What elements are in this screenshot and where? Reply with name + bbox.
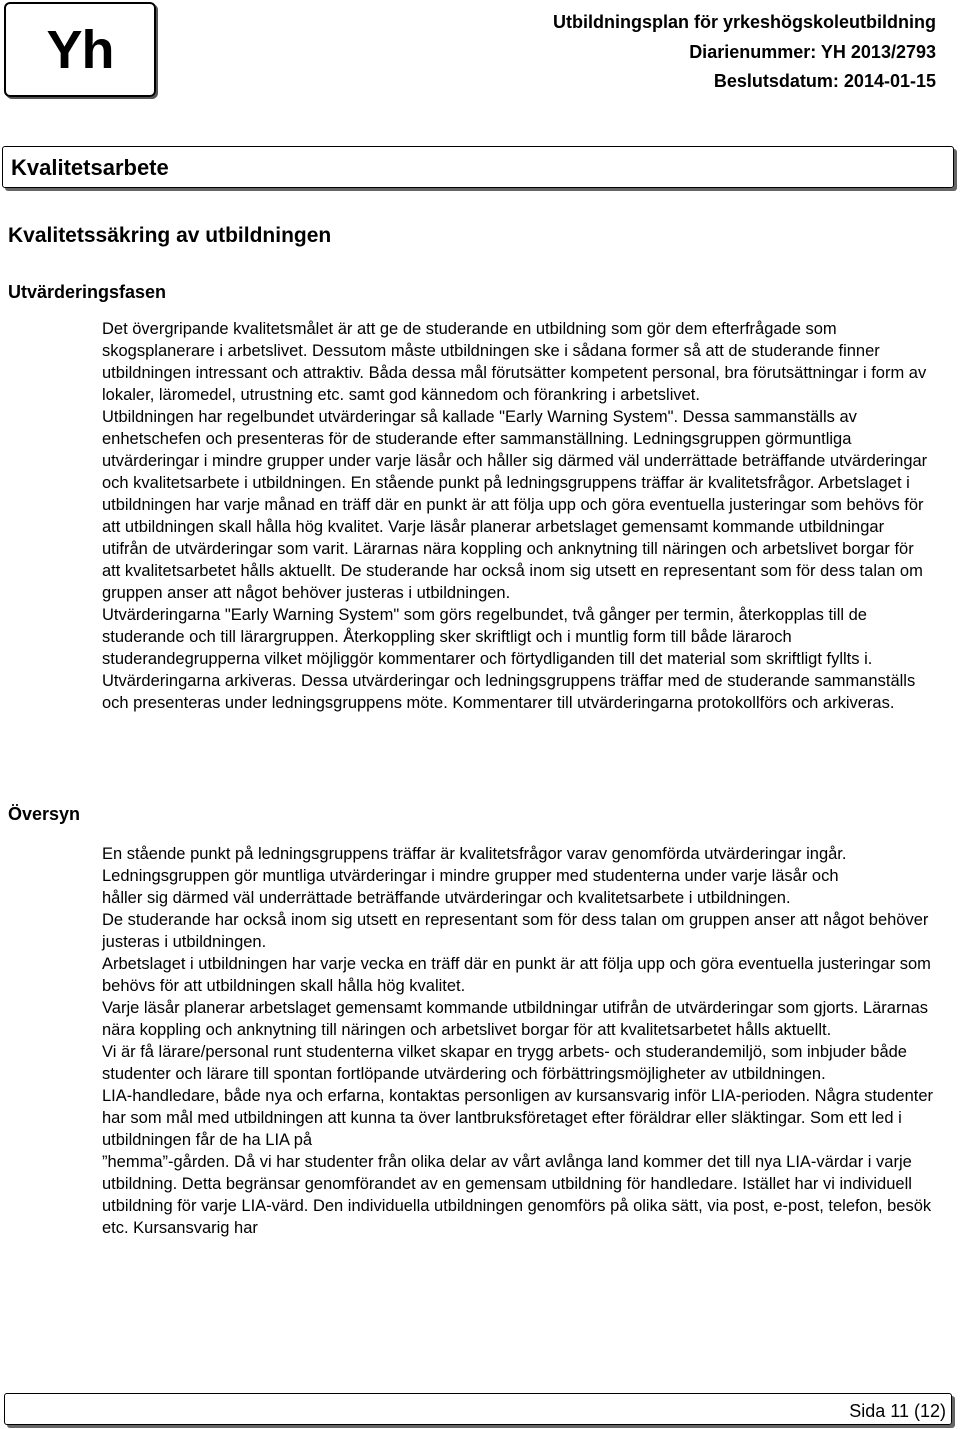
footer-bar bbox=[4, 1393, 952, 1425]
section-heading: Kvalitetssäkring av utbildningen bbox=[8, 224, 332, 247]
oversyn-paragraph-1: En stående punkt på ledningsgruppens träffar är kvalitetsfrågor varav genomförda utvärderingar ingår. bbox=[102, 845, 847, 863]
page-number: Sida 11 (12) bbox=[849, 1401, 946, 1421]
oversyn-paragraph-8: LIA-handledare, både nya och erfarna, kontaktas personligen av kursansvarig inför LIA-perioden. Några studenter har som mål med utbildningen att kunna ta över lantbruksföretaget efter föräldrar eller släktingar. Som ett led i utbildningen får de ha LIA på bbox=[102, 1087, 934, 1149]
yh-logo bbox=[4, 2, 156, 97]
oversyn-paragraph-2: Ledningsgruppen gör muntliga utvärderingar i mindre grupper med studenterna under varje läsår och bbox=[102, 867, 839, 885]
section-title-bar bbox=[2, 146, 954, 188]
oversyn-body bbox=[102, 843, 942, 1239]
oversyn-paragraph-5: Arbetslaget i utbildningen har varje vecka en träff där en punkt är att följa upp och göra eventuella justeringar som behövs för att utbildningen skall hålla hög kvalitet. bbox=[102, 955, 931, 995]
utvardering-paragraph-3: Utvärderingarna "Early Warning System" som görs regelbundet, två gånger per termin, återkopplas till de studerande och till lärargruppen. Återkoppling sker skriftligt och i muntlig form till både läraroch studerandegrupperna vilket möjliggör kommentarer och förtydliganden till det material som skriftligt fyllts i. Utvärderingarna arkiveras. Dessa utvärderingar och ledningsgruppens träffar med de studerande sammanställs och presenteras under ledningsgruppens möte. Kommentarer till utvärderingarna protokollförs och arkiveras. bbox=[102, 606, 916, 712]
section-title: Kvalitetsarbete bbox=[11, 155, 169, 180]
document-title: Utbildningsplan för yrkeshögskoleutbildning bbox=[552, 12, 936, 32]
utvardering-label: Utvärderingsfasen bbox=[8, 282, 167, 302]
oversyn-paragraph-4: De studerande har också inom sig utsett en representant som för dess talan om gruppen anser att något behöver justeras i utbildningen. bbox=[102, 911, 929, 951]
oversyn-paragraph-7: Vi är få lärare/personal runt studenterna vilket skapar en trygg arbets- och studerandemiljö, som inbjuder både studenter och lärare till spontan fortlöpande utvärdering och förbättringsmöjligheter av utbildningen. bbox=[102, 1043, 907, 1083]
oversyn-paragraph-9: ”hemma”-gården. Då vi har studenter från olika delar av vårt avlånga land kommer det till nya LIA-värdar i varje utbildning. Detta begränsar genomförandet av en gemensam utbildning för handledare. Istället har vi individuell utbildning för varje LIA-värd. Den individuella utbildningen genomförs på olika sätt, via post, e-post, telefon, besök etc. Kursansvarig har bbox=[102, 1153, 932, 1237]
utvardering-paragraph-1: Det övergripande kvalitetsmålet är att ge de studerande en utbildning som gör dem efterfrågade som skogsplanerare i arbetslivet. Dessutom måste utbildningen ske i sådana former så att de studerande finner utbildningen intressant och attraktiv. Båda dessa mål förutsätter kompetent personal, bra förutsättningar i form av lokaler, läromedel, utrustning etc. samt god kännedom och förankring i arbetslivet. bbox=[102, 320, 927, 404]
oversyn-paragraph-6: Varje läsår planerar arbetslaget gemensamt kommande utbildningar utifrån de utvärderingar som gjorts. Lärarnas nära koppling och anknytning till näringen och arbetslivet borgar för att kvalitetsarbetet hålls aktuellt. bbox=[102, 999, 929, 1039]
diarienummer: Diarienummer: YH 2013/2793 bbox=[689, 42, 936, 62]
logo-text: Yh bbox=[46, 19, 114, 80]
beslutsdatum: Beslutsdatum: 2014-01-15 bbox=[713, 71, 936, 91]
oversyn-label: Översyn bbox=[8, 804, 81, 824]
oversyn-paragraph-3: håller sig därmed väl underrättade beträffande utvärderingar och kvalitetsarbete i utbildningen. bbox=[102, 889, 791, 907]
utvardering-body bbox=[102, 318, 932, 714]
utvardering-paragraph-2: Utbildningen har regelbundet utvärderingar så kallade "Early Warning System". Dessa sammanställs av enhetschefen och presenteras för de studerande efter sammanställning. Ledningsgruppen görmuntliga utvärderingar i mindre grupper under varje läsår och håller sig därmed väl underrättade beträffande utvärderingar och kvalitetsarbete i utbildningen. En stående punkt på ledningsgruppens träffar är kvalitetsfrågor. Arbetslaget i utbildningen har varje månad en träff där en punkt är att följa upp och göra eventuella justeringar som behövs för att utbildningen skall hålla hög kvalitet. Varje läsår planerar arbetslaget gemensamt kommande utbildningar utifrån de utvärderingar som varit. Lärarnas nära koppling och anknytning till näringen och arbetslivet borgar för att kvalitetsarbetet hålls aktuellt. De studerande har också inom sig utsett en representant som för dess talan om gruppen anser att något behöver justeras i utbildningen. bbox=[102, 408, 928, 602]
